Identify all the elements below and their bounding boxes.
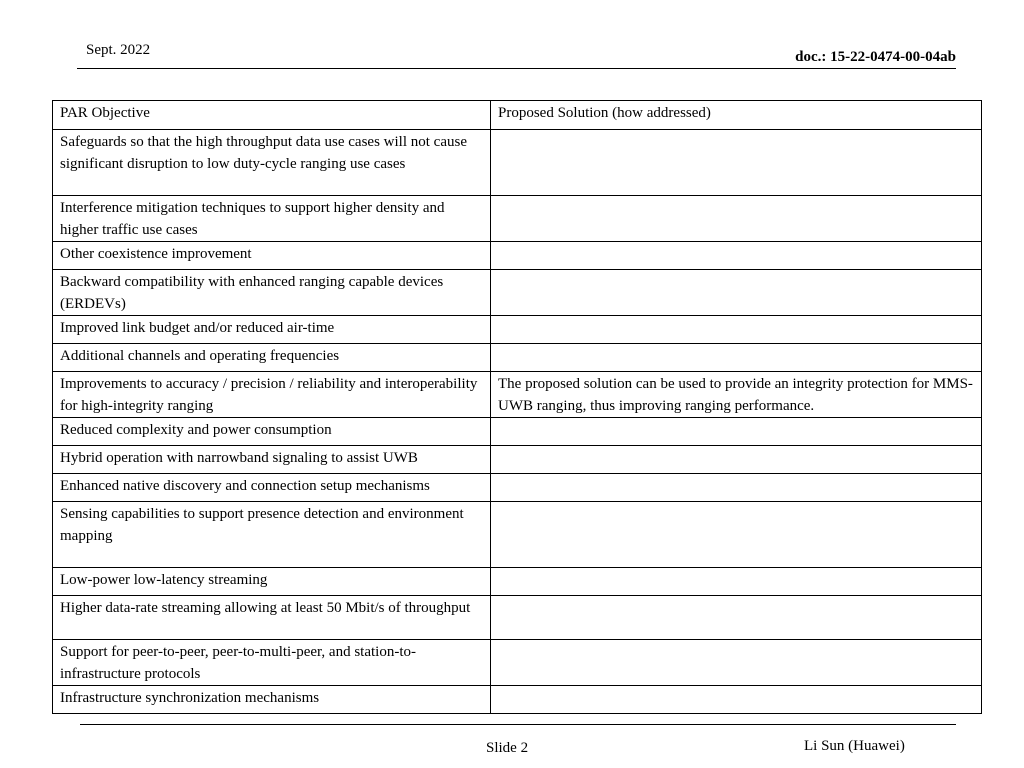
table-row: [53, 568, 982, 596]
footer-divider: [80, 724, 956, 725]
objective-cell: Infrastructure synchronization mechanisms: [53, 686, 491, 714]
column-header-solution: Proposed Solution (how addressed): [491, 101, 982, 130]
solution-cell: [491, 502, 982, 568]
objective-cell: Improved link budget and/or reduced air-time: [53, 316, 491, 344]
solution-cell: [491, 242, 982, 270]
header-divider: [77, 68, 956, 69]
table-row: [53, 130, 982, 196]
solution-cell: [491, 344, 982, 372]
document-id: doc.: 15-22-0474-00-04ab: [795, 49, 956, 65]
footer-author: Li Sun (Huawei): [804, 738, 905, 754]
solution-cell: [491, 568, 982, 596]
objective-cell: Enhanced native discovery and connection setup mechanisms: [53, 474, 491, 502]
table-row: [53, 686, 982, 714]
solution-cell: [491, 596, 982, 640]
solution-cell: [491, 474, 982, 502]
solution-cell: The proposed solution can be used to provide an integrity protection for MMS-UWB ranging, thus improving ranging performance.: [491, 372, 982, 418]
objective-cell: Sensing capabilities to support presence detection and environment mapping: [53, 502, 491, 568]
table-row: [53, 344, 982, 372]
table-row: [53, 242, 982, 270]
objective-cell: Higher data-rate streaming allowing at least 50 Mbit/s of throughput: [53, 596, 491, 640]
solution-cell: [491, 316, 982, 344]
table-row: [53, 372, 982, 418]
objective-cell: Other coexistence improvement: [53, 242, 491, 270]
objective-cell: Additional channels and operating frequencies: [53, 344, 491, 372]
table-row: [53, 474, 982, 502]
solution-cell: [491, 640, 982, 686]
solution-cell: [491, 130, 982, 196]
solution-cell: [491, 196, 982, 242]
solution-cell: [491, 446, 982, 474]
objective-cell: Backward compatibility with enhanced ranging capable devices (ERDEVs): [53, 270, 491, 316]
table-row: [53, 316, 982, 344]
solution-cell: [491, 270, 982, 316]
objective-cell: Interference mitigation techniques to support higher density and higher traffic use cases: [53, 196, 491, 242]
slide-number: Slide 2: [486, 740, 529, 756]
header-date: Sept. 2022: [86, 42, 151, 58]
table-row: [53, 640, 982, 686]
solution-cell: [491, 418, 982, 446]
par-objectives-table: [52, 100, 982, 714]
table-row: [53, 502, 982, 568]
table-row: [53, 196, 982, 242]
solution-cell: [491, 686, 982, 714]
column-header-objective: PAR Objective: [53, 101, 491, 130]
objective-cell: Improvements to accuracy / precision / reliability and interoperability for high-integrity ranging: [53, 372, 491, 418]
objective-cell: Hybrid operation with narrowband signaling to assist UWB: [53, 446, 491, 474]
table-header-row: [53, 101, 982, 130]
table-row: [53, 596, 982, 640]
table-row: [53, 446, 982, 474]
objective-cell: Safeguards so that the high throughput data use cases will not cause significant disruption to low duty-cycle ranging use cases: [53, 130, 491, 196]
table-row: [53, 418, 982, 446]
objective-cell: Low-power low-latency streaming: [53, 568, 491, 596]
table-row: [53, 270, 982, 316]
objective-cell: Reduced complexity and power consumption: [53, 418, 491, 446]
objective-cell: Support for peer-to-peer, peer-to-multi-peer, and station-to-infrastructure protocols: [53, 640, 491, 686]
